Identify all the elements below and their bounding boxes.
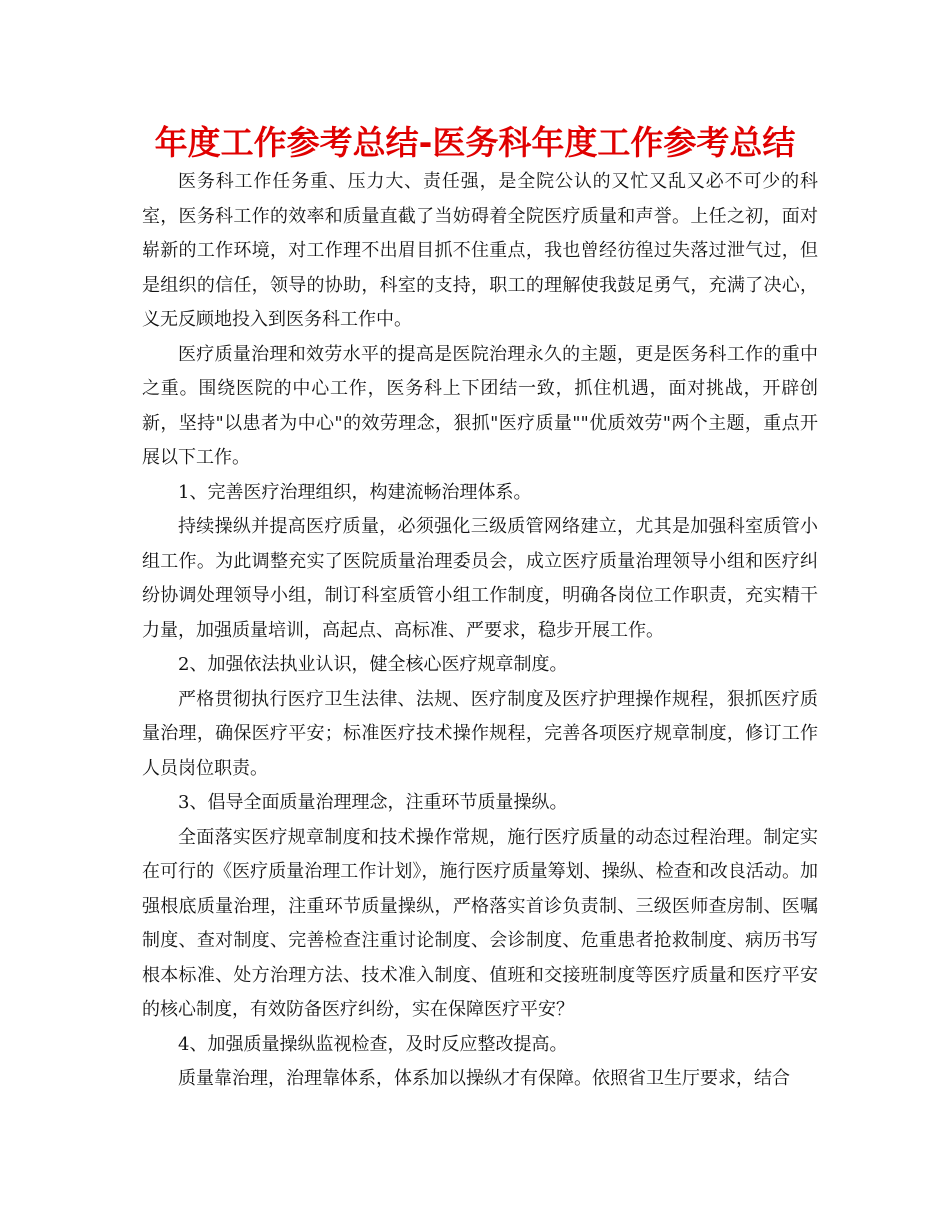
document-title: 年度工作参考总结-医务科年度工作参考总结 xyxy=(154,123,796,162)
paragraph-section-1: 持续操纵并提高医疗质量，必须强化三级质管网络建立，尤其是加强科室质管小组工作。为此调整充实了医院质量治理委员会，成立医疗质量治理领导小组和医疗纠纷协调处理领导小组，制订科室质管小组工作制度，明确各岗位工作职责，充实精干力量，加强质量培训，高起点、高标准、严要求，稳步开展工作。 xyxy=(142,516,818,641)
paragraph-intro: 医务科工作任务重、压力大、责任强，是全院公认的又忙又乱又必不可少的科室，医务科工作的效率和质量直截了当妨碍着全院医疗质量和声誉。上任之初，面对崭新的工作环境，对工作理不出眉目抓不住重点，我也曾经彷徨过失落过泄气过，但是组织的信任，领导的协助，科室的支持，职工的理解使我鼓足勇气，充满了决心，义无反顾地投入到医务科工作中。 xyxy=(142,171,818,330)
paragraph-section-3: 全面落实医疗规章制度和技术操作常规，施行医疗质量的动态过程治理。制定实在可行的《医疗质量治理工作计划》，施行医疗质量筹划、操纵、检查和改良活动。加强根底质量治理，注重环节质量操纵，严格落实首诊负责制、三级医师查房制、医嘱制度、查对制度、完善检查注重讨论制度、会诊制度、危重患者抢救制度、病历书写根本标准、处方治理方法、技术准入制度、值班和交接班制度等医疗质量和医疗平安的核心制度，有效防备医疗纠纷，实在保障医疗平安？ xyxy=(142,826,818,1020)
paragraph-section-2: 严格贯彻执行医疗卫生法律、法规、医疗制度及医疗护理操作规程，狠抓医疗质量治理，确保医疗平安；标准医疗技术操作规程，完善各项医疗规章制度，修订工作人员岗位职责。 xyxy=(142,688,818,779)
paragraph-section-4: 质量靠治理，治理靠体系，体系加以操纵才有保障。依照省卫生厅要求，结合 xyxy=(178,1068,790,1089)
section-heading-2: 2、加强依法执业认识，健全核心医疗规章制度。 xyxy=(178,654,568,675)
paragraph-quality-theme: 医疗质量治理和效劳水平的提高是医院治理永久的主题，更是医务科工作的重中之重。围绕医院的中心工作，医务科上下团结一致，抓住机遇，面对挑战，开辟创新，坚持"以患者为中心"的效劳理念，狠抓"医疗质量""优质效劳"两个主题，重点开展以下工作。 xyxy=(142,343,818,468)
section-heading-3: 3、倡导全面质量治理理念，注重环节质量操纵。 xyxy=(178,792,568,813)
section-heading-4: 4、加强质量操纵监视检查，及时反应整改提高。 xyxy=(178,1033,568,1055)
document-body xyxy=(142,165,818,1097)
section-heading-1: 1、完善医疗治理组织，构建流畅治理体系。 xyxy=(178,481,532,503)
